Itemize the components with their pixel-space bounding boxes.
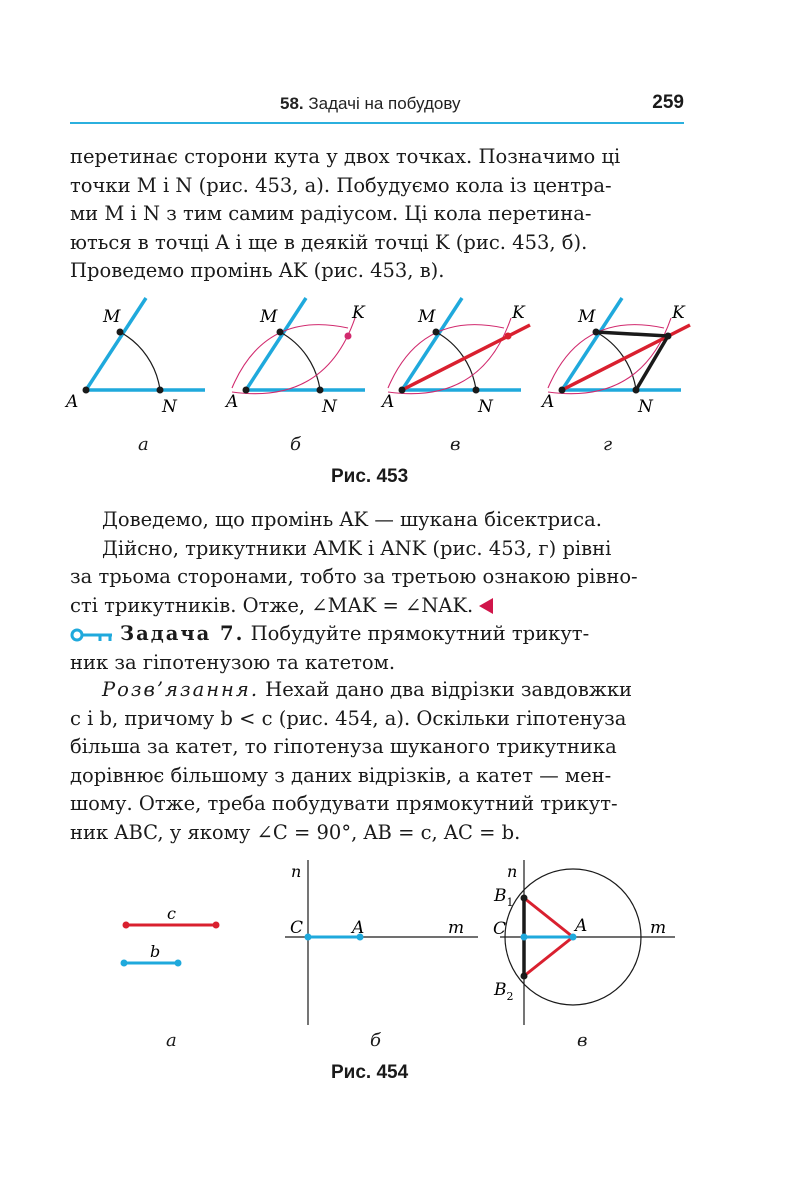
text-line: ник ABC, у якому ∠C = 90°, AB = c, AC = b. bbox=[70, 820, 521, 844]
text-line: шому. Отже, треба побудувати прямокутний трикут- bbox=[70, 792, 618, 815]
text-line: перетинає сторони кута у двох точках. Позначимо ці bbox=[70, 145, 621, 168]
figure-454c bbox=[493, 860, 675, 1025]
label-A: A bbox=[542, 392, 555, 412]
label-M: M bbox=[103, 307, 121, 327]
label-N: N bbox=[162, 397, 177, 417]
figure-453d bbox=[540, 298, 690, 417]
text-line: ник за гіпотенузою та катетом. bbox=[70, 650, 396, 674]
figure-453c bbox=[380, 298, 530, 417]
label-K: K bbox=[672, 303, 685, 323]
label-n: n bbox=[291, 862, 302, 881]
sublabel-b: б bbox=[370, 1030, 381, 1051]
label-A: A bbox=[66, 392, 79, 412]
label-A: A bbox=[226, 392, 239, 412]
text-line: Задача 7. Побудуйте прямокутний трикут- bbox=[70, 620, 686, 649]
sublabel-b: б bbox=[290, 434, 301, 455]
label-M: M bbox=[260, 307, 278, 327]
page-number: 259 bbox=[652, 92, 684, 113]
task-title: Задача 7. bbox=[120, 622, 245, 645]
header-rule bbox=[70, 122, 684, 124]
label-B2: $B_2$ bbox=[494, 980, 514, 1003]
solution-label: Розв’язання. bbox=[102, 678, 260, 701]
label-K: K bbox=[352, 303, 365, 323]
figure-453b bbox=[224, 298, 366, 417]
running-title: 58. Задачі на побудову bbox=[280, 94, 461, 113]
text-line: Дійсно, трикутники AMK і ANK (рис. 453, г) рівні bbox=[102, 536, 612, 560]
text-line: c і b, причому b < c (рис. 454, а). Оскільки гіпотенуза bbox=[70, 706, 627, 730]
paragraph-construction bbox=[70, 143, 686, 286]
key-icon bbox=[70, 627, 114, 643]
label-A: A bbox=[575, 916, 588, 936]
label-N: N bbox=[322, 397, 337, 417]
sublabel-v: в bbox=[450, 434, 461, 455]
label-K: K bbox=[512, 303, 525, 323]
figure-caption-454: Рис. 454 bbox=[331, 1062, 409, 1083]
text-line: Проведемо промінь AK (рис. 453, в). bbox=[70, 259, 445, 282]
figure-453 bbox=[0, 290, 800, 450]
label-m: m bbox=[448, 918, 465, 938]
sublabel-g: г bbox=[603, 434, 613, 455]
label-n: n bbox=[507, 862, 518, 881]
label-m: m bbox=[650, 918, 667, 938]
sublabel-a: а bbox=[138, 434, 149, 455]
label-c: c bbox=[167, 904, 176, 923]
figure-454a bbox=[121, 904, 220, 967]
text-line: більша за катет, то гіпотенуза шуканого трикутника bbox=[70, 735, 617, 758]
label-C: C bbox=[493, 919, 507, 939]
label-M: M bbox=[578, 307, 596, 327]
text-line: Розв’язання. Нехай дано два відрізки завдовжки bbox=[102, 678, 633, 701]
label-b: b bbox=[150, 942, 161, 961]
figure-caption-453: Рис. 453 bbox=[331, 466, 409, 487]
sublabel-v: в bbox=[577, 1030, 588, 1051]
solution bbox=[70, 676, 686, 847]
sublabel-a: а bbox=[166, 1030, 177, 1051]
label-N: N bbox=[638, 397, 653, 417]
figure-454 bbox=[0, 855, 800, 1030]
text-line: дорівнює більшому з даних відрізків, а катет — мен- bbox=[70, 763, 612, 787]
task-7 bbox=[70, 620, 686, 677]
text-line: точки M і N (рис. 453, а). Побудуємо кола із центра- bbox=[70, 173, 612, 197]
text-line: ми M і N з тим самим радіусом. Ці кола перетина- bbox=[70, 202, 592, 225]
text-line: Доведемо, що промінь AK — шукана бісектриса. bbox=[102, 508, 602, 531]
end-of-proof-icon bbox=[479, 598, 493, 614]
label-A: A bbox=[382, 392, 395, 412]
label-A: A bbox=[352, 918, 365, 938]
text-line: за трьома сторонами, тобто за третьою ознакою рівно- bbox=[70, 565, 638, 588]
label-M: M bbox=[418, 307, 436, 327]
text-line: ються в точці A і ще в деякій точці K (рис. 453, б). bbox=[70, 230, 588, 254]
page-header bbox=[70, 92, 684, 122]
label-C: C bbox=[290, 918, 304, 938]
text-line: сті трикутників. Отже, ∠MAK = ∠NAK. bbox=[70, 592, 686, 621]
figure-454b bbox=[285, 860, 478, 1025]
label-B1: $B_1$ bbox=[494, 886, 514, 909]
paragraph-proof bbox=[70, 506, 686, 620]
label-N: N bbox=[478, 397, 493, 417]
figure-453a bbox=[64, 298, 205, 417]
